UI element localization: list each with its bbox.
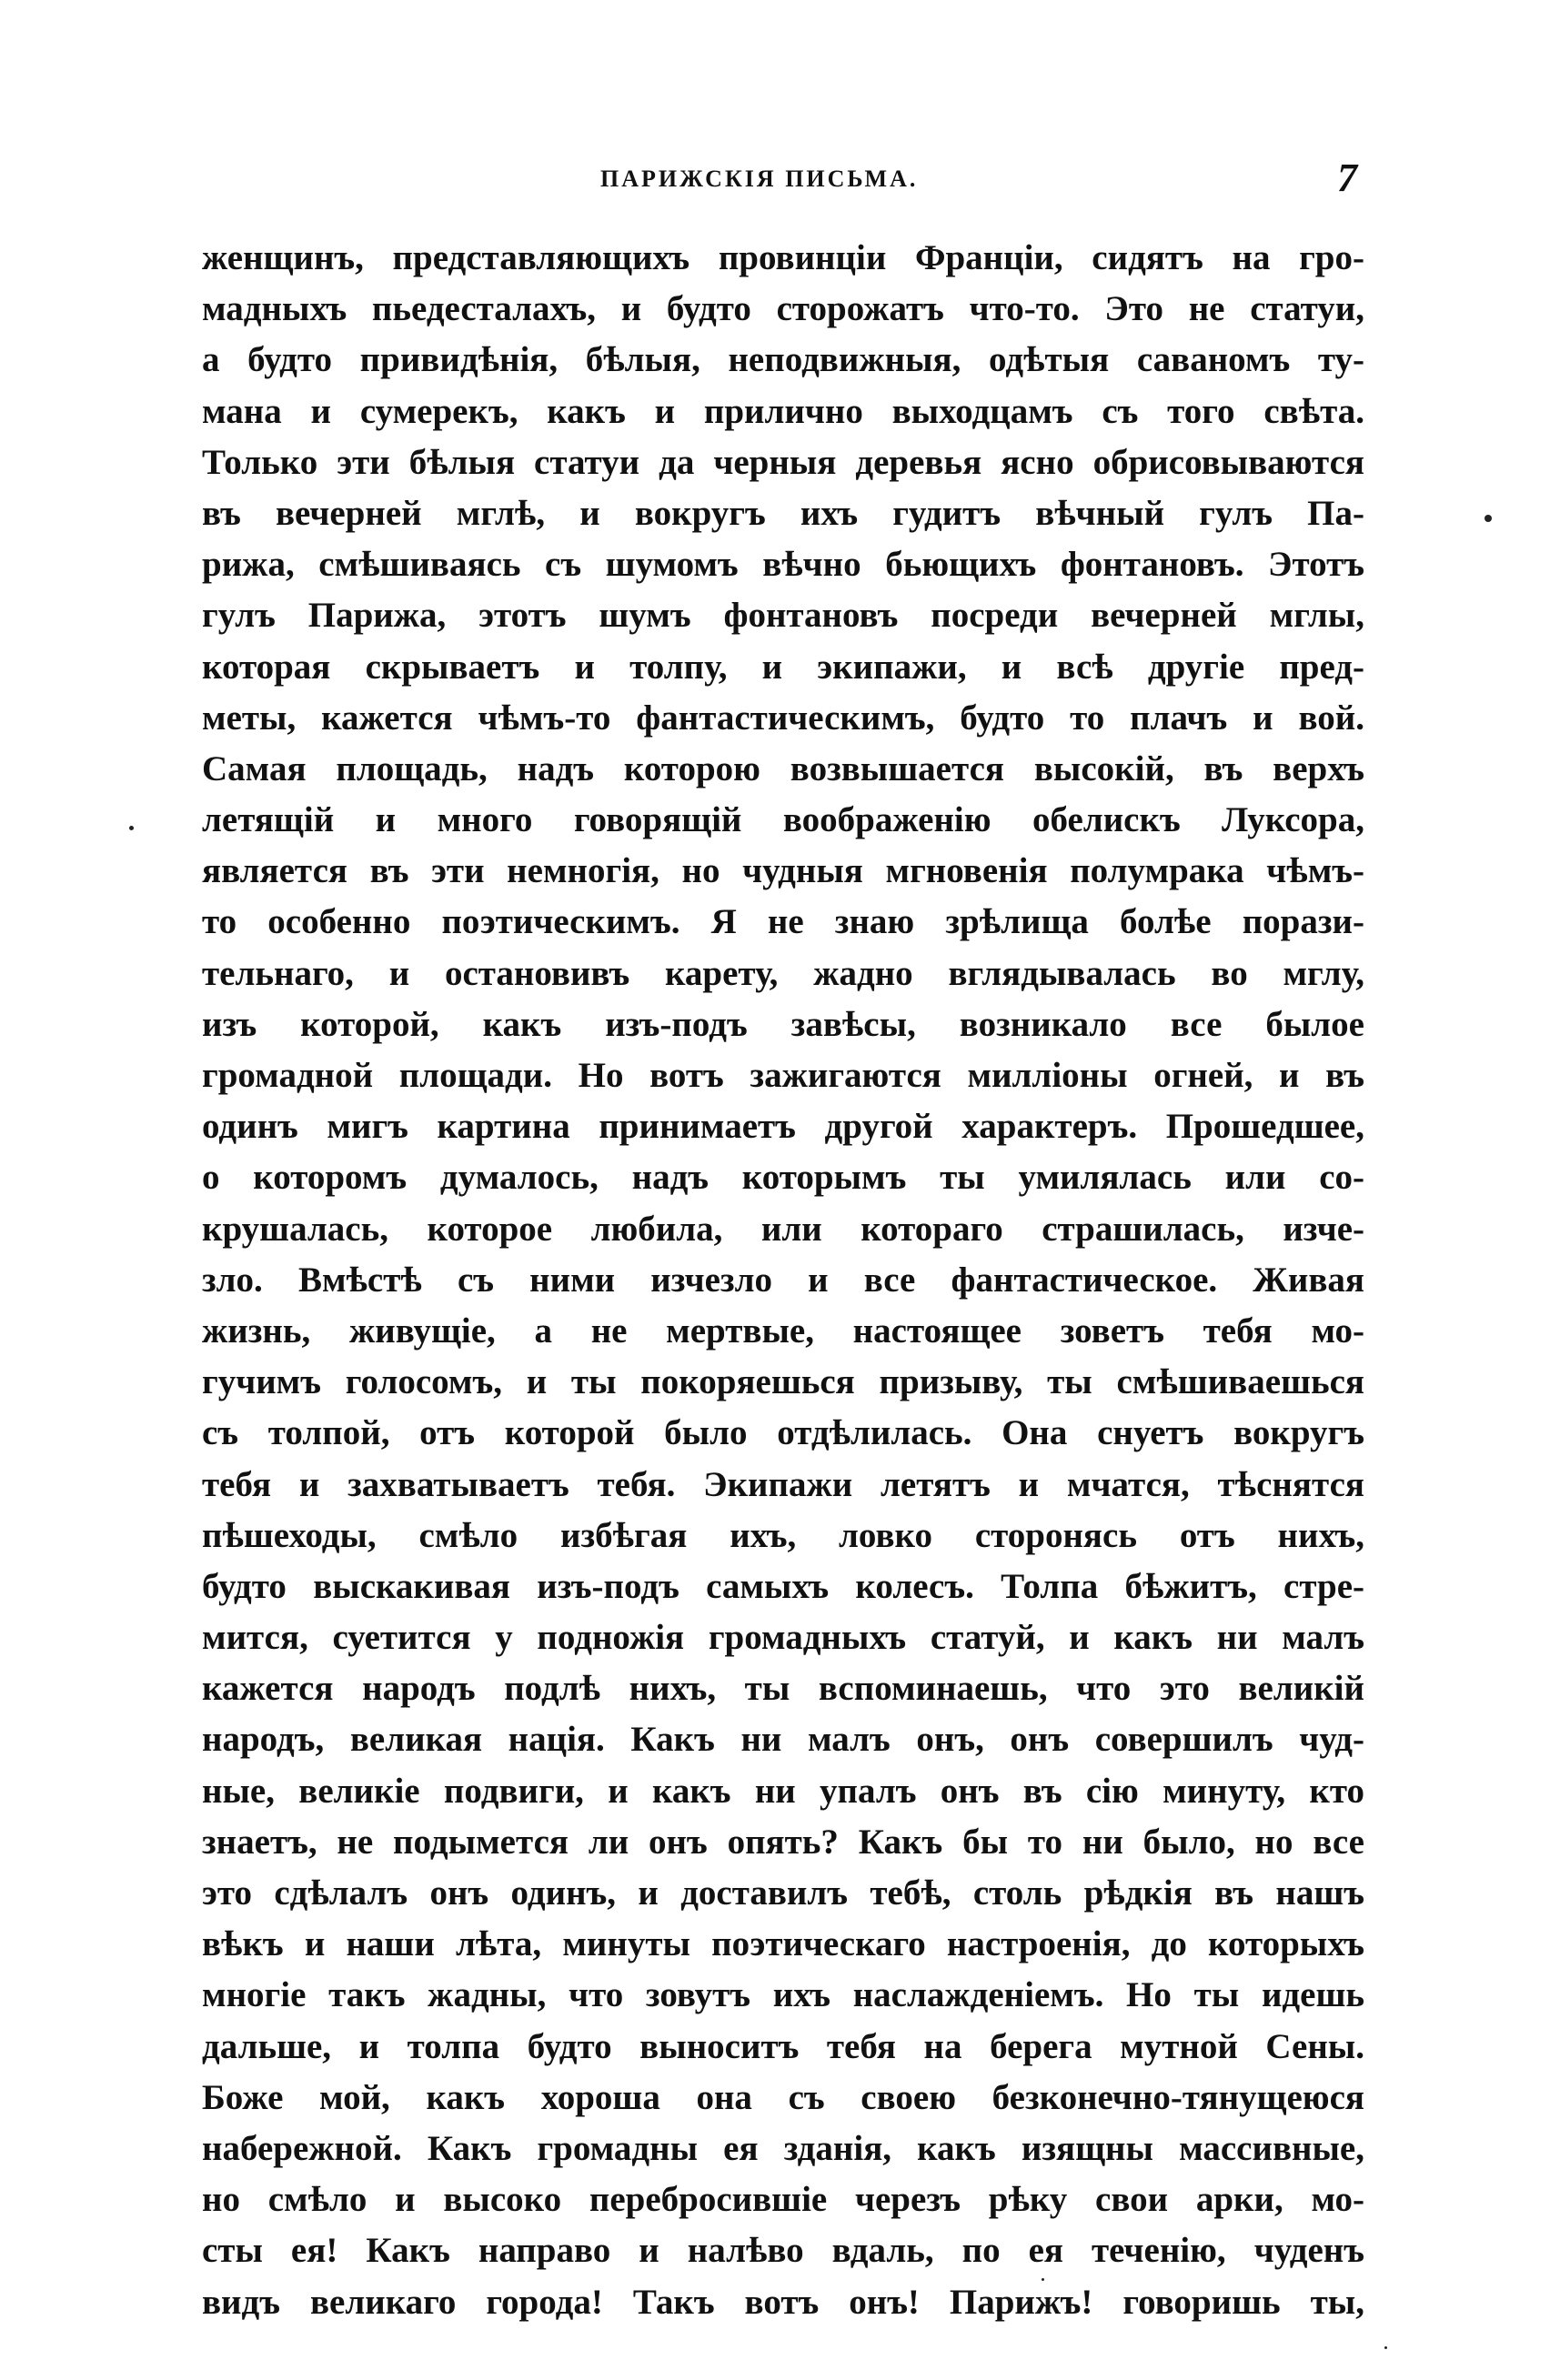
text-line: о которомъ думалось, надъ которымъ ты умилялась или со- xyxy=(202,1158,1364,1198)
text-line: въ вечерней мглѣ, и вокругъ ихъ гудитъ вѣчный гулъ Па- xyxy=(202,493,1364,533)
text-line: мана и сумерекъ, какъ и прилично выходцамъ съ того свѣта. xyxy=(202,391,1364,431)
text-line: крушалась, которое любила, или котораго страшилась, изче- xyxy=(202,1209,1364,1249)
scan-speck xyxy=(129,826,134,830)
text-line: женщинъ, представляющихъ провинціи Франціи, сидятъ на гро- xyxy=(202,238,1364,277)
page-number: 7 xyxy=(1337,156,1357,200)
text-line: летящій и много говорящій воображенію обелискъ Луксора, xyxy=(202,800,1364,840)
text-line: народъ, великая нація. Какъ ни малъ онъ, онъ совершилъ чуд- xyxy=(202,1720,1364,1760)
text-line: тельнаго, и остановивъ карету, жадно вглядывалась во мглу, xyxy=(202,953,1364,993)
scan-speck xyxy=(1485,515,1492,522)
text-line: а будто привидѣнія, бѣлыя, неподвижныя, одѣтыя саваномъ ту- xyxy=(202,340,1364,380)
text-line: вѣкъ и наши лѣта, минуты поэтическаго настроенія, до которыхъ xyxy=(202,1924,1364,1964)
text-line: одинъ мигъ картина принимаетъ другой характеръ. Прошедшее, xyxy=(202,1107,1364,1147)
text-line: это сдѣлалъ онъ одинъ, и доставилъ тебѣ, столь рѣдкія въ нашъ xyxy=(202,1873,1364,1913)
text-line: является въ эти немногія, но чудныя мгновенія полумрака чѣмъ- xyxy=(202,851,1364,891)
text-line: кажется народъ подлѣ нихъ, ты вспоминаешь, что это великій xyxy=(202,1669,1364,1709)
text-line: дальше, и толпа будто выноситъ тебя на берега мутной Сены. xyxy=(202,2026,1364,2066)
text-line: знаетъ, не подымется ли онъ опять? Какъ бы то ни было, но все xyxy=(202,1822,1364,1862)
text-line: сты ея! Какъ направо и налѣво вдаль, по ея теченію, чуденъ xyxy=(202,2231,1364,2271)
text-line: которая скрываетъ и толпу, и экипажи, и всѣ другіе пред- xyxy=(202,647,1364,687)
text-line: Только эти бѣлыя статуи да черныя деревья ясно обрисовываются xyxy=(202,442,1364,482)
text-line: Боже мой, какъ хороша она съ своею безконечно-тянущеюся xyxy=(202,2077,1364,2117)
scan-speck xyxy=(1384,2346,1387,2349)
running-title: ПАРИЖСКІЯ ПИСЬМА. xyxy=(600,166,919,192)
text-line: ные, великіе подвиги, и какъ ни упалъ онъ въ сію минуту, кто xyxy=(202,1771,1364,1811)
text-line: зло. Вмѣстѣ съ ними изчезло и все фантастическое. Живая xyxy=(202,1260,1364,1300)
text-line: но смѣло и высоко перебросившіе черезъ рѣку свои арки, мо- xyxy=(202,2180,1364,2220)
text-line: то особенно поэтическимъ. Я не знаю зрѣлища болѣе порази- xyxy=(202,902,1364,942)
text-line: многіе такъ жадны, что зовутъ ихъ наслажденіемъ. Но ты идешь xyxy=(202,1975,1364,2015)
text-line: мится, суетится у подножія громадныхъ статуй, и какъ ни малъ xyxy=(202,1618,1364,1658)
text-line: съ толпой, отъ которой было отдѣлилась. Она снуетъ вокругъ xyxy=(202,1413,1364,1453)
text-line: пѣшеходы, смѣло избѣгая ихъ, ловко сторонясь отъ нихъ, xyxy=(202,1515,1364,1555)
text-line: гулъ Парижа, этотъ шумъ фонтановъ посреди вечерней мглы, xyxy=(202,596,1364,636)
text-line: меты, кажется чѣмъ-то фантастическимъ, будто то плачъ и вой. xyxy=(202,698,1364,738)
text-line: тебя и захватываетъ тебя. Экипажи летятъ и мчатся, тѣснятся xyxy=(202,1464,1364,1504)
text-line: Самая площадь, надъ которою возвышается высокій, въ верхъ xyxy=(202,748,1364,788)
body-text xyxy=(202,233,1364,2328)
text-line: изъ которой, какъ изъ-подъ завѣсы, возникало все былое xyxy=(202,1004,1364,1044)
text-line: рижа, смѣшиваясь съ шумомъ вѣчно бьющихъ фонтановъ. Этотъ xyxy=(202,545,1364,585)
text-line: громадной площади. Но вотъ зажигаются милліоны огней, и въ xyxy=(202,1056,1364,1095)
text-line: жизнь, живущіе, а не мертвые, настоящее зоветъ тебя мо- xyxy=(202,1311,1364,1351)
scan-speck xyxy=(1042,2278,1044,2281)
text-line: набережной. Какъ громадны ея зданія, какъ изящны массивные, xyxy=(202,2128,1364,2168)
text-line: мадныхъ пьедесталахъ, и будто сторожатъ что-то. Это не статуи, xyxy=(202,289,1364,329)
text-line: видъ великаго города! Такъ вотъ онъ! Парижъ! говоришь ты, xyxy=(202,2282,1364,2322)
text-line: гучимъ голосомъ, и ты покоряешься призыву, ты смѣшиваешься xyxy=(202,1362,1364,1402)
text-line: будто выскакивая изъ-подъ самыхъ колесъ. Толпа бѣжитъ, стре- xyxy=(202,1566,1364,1606)
